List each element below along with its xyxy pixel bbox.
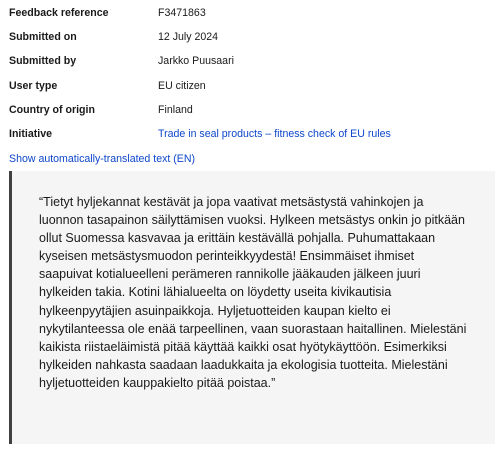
submitted-on-value: 12 July 2024: [158, 31, 219, 44]
user-type-row: [9, 74, 499, 98]
user-type-value: EU citizen: [158, 79, 206, 92]
country-of-origin-value: Finland: [158, 103, 193, 116]
submitted-on-label: Submitted on: [9, 31, 77, 44]
feedback-reference-value: F3471863: [158, 7, 206, 19]
initiative-row: [9, 122, 499, 146]
initiative-label: Initiative: [9, 127, 52, 140]
submitted-by-label: Submitted by: [9, 55, 77, 68]
user-type-label: User type: [9, 79, 58, 92]
country-of-origin-row: [9, 98, 499, 122]
show-translation-link[interactable]: Show automatically-translated text (EN): [9, 153, 196, 165]
country-of-origin-label: Country of origin: [9, 103, 95, 116]
submitted-on-row: [9, 25, 499, 49]
feedback-quote: [9, 171, 495, 444]
initiative-link[interactable]: Trade in seal products – fitness check of EU rules: [158, 127, 391, 140]
submitted-by-value: Jarkko Puusaari: [158, 55, 234, 68]
feedback-details-table: [9, 0, 499, 146]
feedback-reference-row: [9, 1, 499, 25]
feedback-reference-label: Feedback reference: [9, 7, 109, 19]
feedback-text: “Tietyt hyljekannat kestävät ja jopa vaativat metsästystä vahinkojen ja luonnon tasapainon säilyttämisen vuoksi. Hylkeen metsästys onkin jo pitkään ollut Suomessa kasvavaa ja erittäin kestävällä pohjalla. Puhumattakaan kyseisen metsästysmuodon perinteikkyydestä! Ensimmäiset ihmiset saapuivat kotialueelleni perämeren rannikolle jääkauden jälkeen juuri hylkeiden takia. Kotini lähialueelta on löydetty useita kivikautisia hylkeenpyytäjien asuinpaikkoja. Hyljetuotteiden kaupan kielto ei nykytilanteessa ole enää tarpeellinen, vaan suorastaan haitallinen. Mielestäni kaikista riistaeläimistä pitää käyttää kaikki osat hyötykäyttöön. Esimerkiksi hylkeiden nahkasta saadaan laadukkaita ja ekologisia tuotteita. Mielestäni hyljetuotteiden kauppakielto pitää poistaa.”: [39, 195, 467, 390]
submitted-by-row: [9, 49, 499, 73]
